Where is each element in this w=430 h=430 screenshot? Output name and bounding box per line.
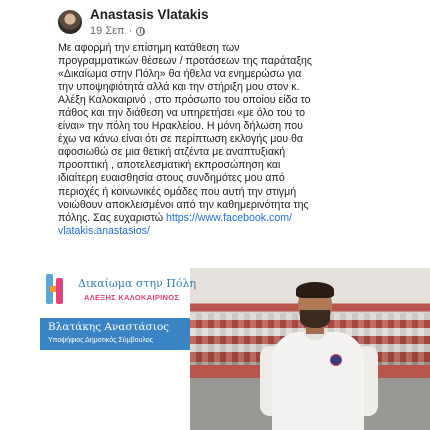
post-text-line: πόλης. Σας ευχαριστώ bbox=[58, 211, 166, 224]
meta-separator: · bbox=[128, 25, 133, 37]
author-avatar[interactable] bbox=[58, 10, 82, 34]
party-logo bbox=[40, 268, 200, 316]
post-text-line: ιδιαίτερη ευαισθησία στους συνδημότες μου από bbox=[58, 172, 285, 185]
globe-icon bbox=[136, 27, 145, 36]
candidate-name: Βλατάκης Αναστάσιος bbox=[48, 321, 170, 333]
party-logo-subtitle: ΑΛΕΞΗΣ ΚΑΛΟΚΑΙΡΙΝΟΣ bbox=[84, 293, 180, 302]
post-text-line: πάθος και την διάθεση να υπηρετήσει «με όλο του το bbox=[58, 107, 306, 120]
post-text-line: περιοχές ή κοινωνικές ομάδες που αυτή την στιγμή bbox=[58, 185, 297, 198]
profile-link-part1[interactable]: https://www.facebook.com/ bbox=[166, 211, 293, 224]
post-text-line: «Δικαίωμα στην Πόλη» θα ήθελα να ενημερώσω για bbox=[58, 68, 302, 81]
candidate-banner bbox=[40, 318, 190, 350]
profile-link-part2[interactable]: vlatakis.anastasios/ bbox=[58, 224, 150, 237]
post-text-line: Αλέξη Καλοκαιρινό , στο πρόσωπο του οποίου είδα το bbox=[58, 94, 311, 107]
post-text-line-with-link bbox=[58, 212, 358, 225]
post-meta bbox=[90, 25, 145, 37]
party-logo-title: Δικαίωμα στην Πόλη bbox=[78, 277, 197, 290]
candidate-role: Υποψήφιος Δημοτικός Σύμβουλος bbox=[48, 337, 154, 344]
post-text-line: είναι» την πόλη του Ηρακλείου. Η μόνη δήλωση που bbox=[58, 120, 303, 133]
shirt-emblem-icon bbox=[330, 354, 342, 366]
post-text-line: αφοσιωθώ σε μια θετική ατζέντα με αναπτυξιακή bbox=[58, 146, 286, 159]
candidate-photo bbox=[260, 278, 380, 430]
post-text-line: έχω να κάνω είναι ότι σε περίπτωση εκλογής μου θα bbox=[58, 133, 304, 146]
post-text-line: Με αφορμή την επίσημη κατάθεση των bbox=[58, 42, 240, 54]
post-text bbox=[58, 42, 358, 238]
post-photo[interactable] bbox=[40, 268, 430, 430]
post-text-line: προοπτική , αποτελεσματική εκπροσώπηση και bbox=[58, 159, 281, 172]
post-text-line: νοιώθουν αποκλεισμένοι από την καθημερινότητα της bbox=[58, 198, 309, 211]
post-timestamp[interactable]: 19 Σεπ bbox=[90, 25, 125, 37]
post-text-line: την υποψηφιότητά αλλά και την στήριξη μου στον κ. bbox=[58, 81, 300, 94]
post-text-line: προγραμματικών θέσεων / προτάσεων της παράταξης bbox=[58, 55, 312, 68]
author-name[interactable]: Anastasis Vlatakis bbox=[90, 7, 209, 22]
party-logo-icon bbox=[46, 274, 68, 304]
